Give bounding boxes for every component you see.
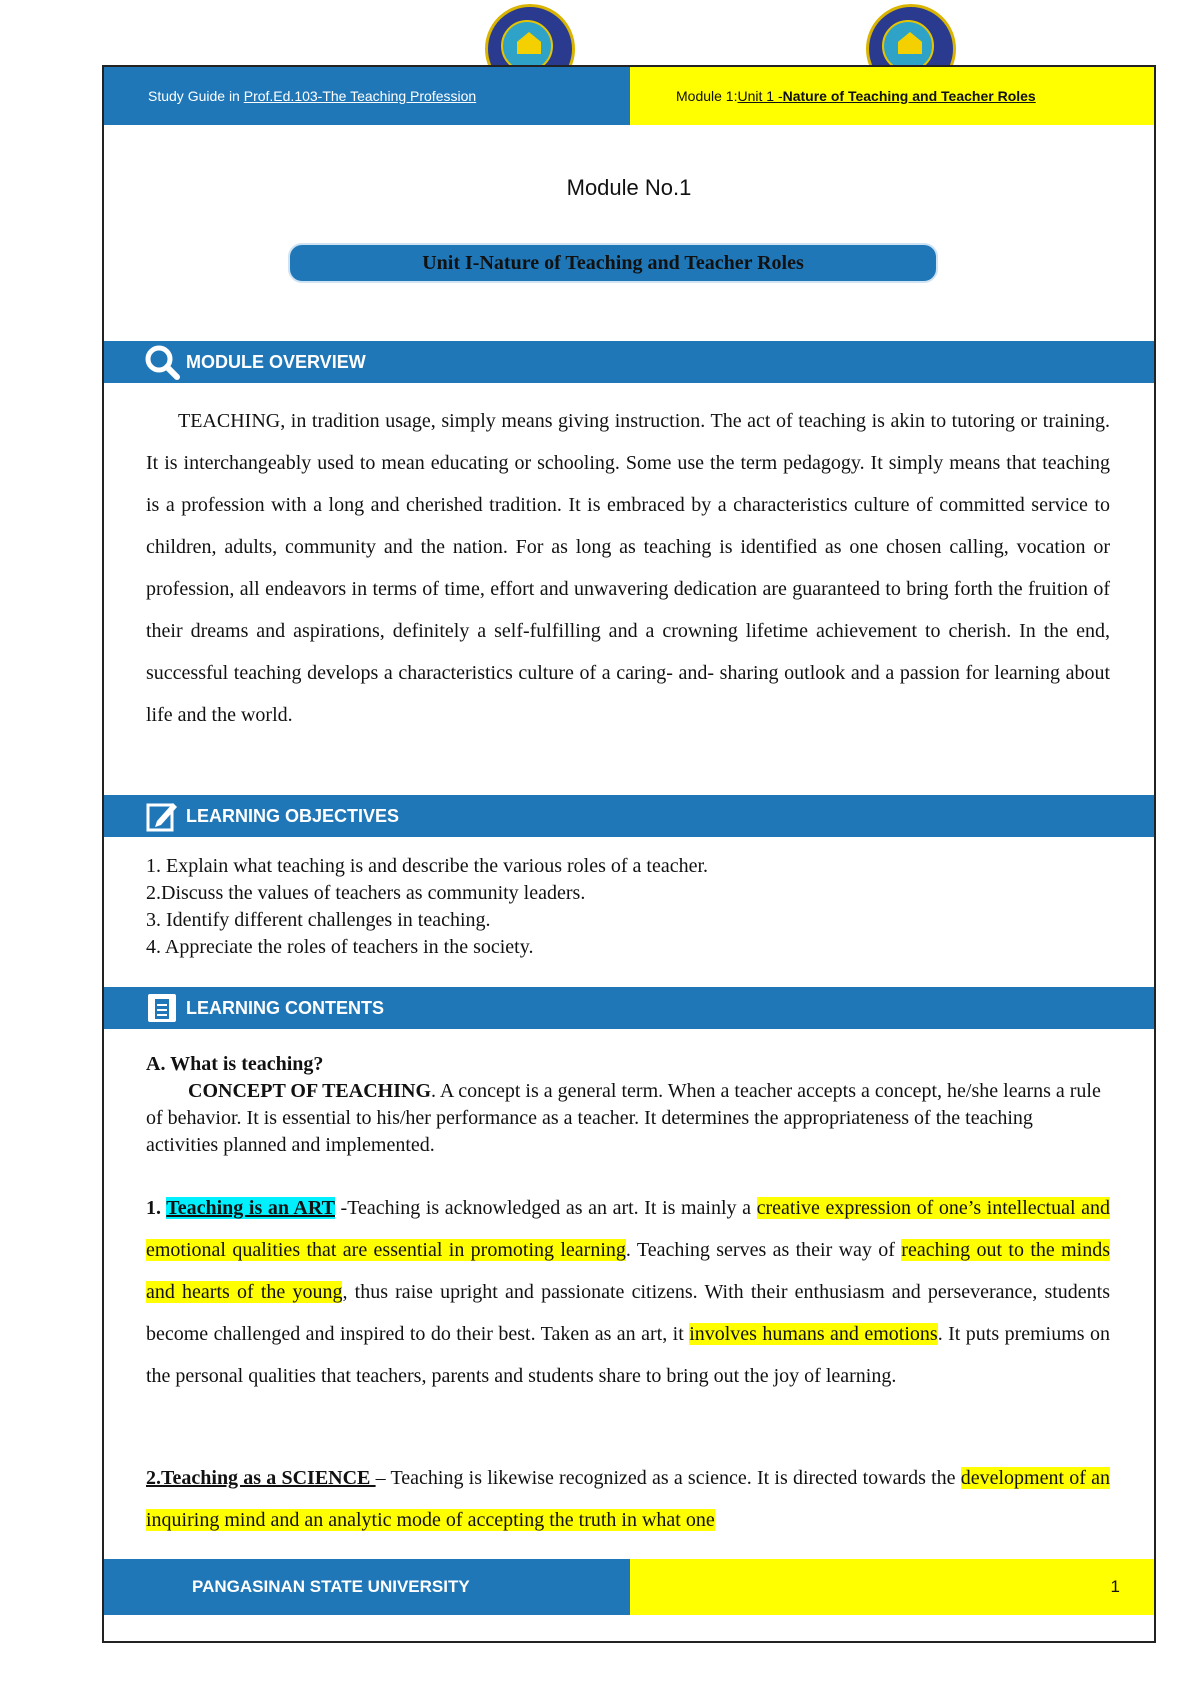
science-highlight: development of an inquiring mind and an analytic mode of accepting the truth in what one [146, 1467, 1111, 1531]
header-unit: Unit 1 - [737, 88, 783, 104]
document-page [102, 65, 1156, 1643]
university-seal-left-icon [485, 4, 575, 66]
module-number: Module No.1 [566, 175, 692, 200]
art-text: . Teaching serves as their way of [625, 1239, 902, 1261]
concept-paragraph [146, 1078, 1110, 1159]
header-course [104, 67, 630, 125]
section-module-overview [104, 341, 1154, 383]
section-title: LEARNING OBJECTIVES [186, 805, 400, 826]
art-highlight: reaching out to the minds and hearts of the young [146, 1239, 1110, 1303]
science-title: 2.Teaching as a SCIENCE [146, 1467, 376, 1489]
concept-label: CONCEPT OF TEACHING [188, 1080, 431, 1102]
section-learning-contents [104, 987, 1154, 1029]
objective-item: 2.Discuss the values of teachers as community leaders. [146, 882, 586, 904]
unit-title: Unit I-Nature of Teaching and Teacher Roles [288, 243, 938, 283]
contents-intro [146, 1051, 1110, 1159]
header-module [630, 67, 1154, 125]
header-course-link[interactable]: Prof.Ed.103-The Teaching Profession [243, 88, 477, 104]
section-title: LEARNING CONTENTS [186, 997, 384, 1018]
art-highlight: involves humans and emotions [689, 1323, 938, 1345]
document-icon [144, 990, 180, 1026]
header-unit-title: Nature of Teaching and Teacher Roles [782, 88, 1036, 104]
overview-text: TEACHING, in tradition usage, simply means giving instruction. The act of teaching is akin to tutoring or training. It is interchangeably used to mean educating or schooling. Some use the term pedagogy. It simply means that teaching is a profession with a long and cherished tradition. It is embraced by a characteristics culture of committed service to children, adults, community and the nation. For as long as teaching is identified as one chosen calling, vocation or profession, all endeavors in terms of time, effort and unwavering dedication are guaranteed to bring forth the fruition of their dreams and aspirations, definitely a self-fulfilling and a crowning lifetime achievement to cherish. In the end, successful teaching develops a characteristics culture of a caring- and- sharing outlook and a passion for learning about life and the world. [146, 410, 1110, 726]
art-text: -Teaching is acknowledged as an art. It is mainly a [334, 1197, 757, 1219]
art-title: Teaching is an ART [166, 1197, 335, 1219]
footer-page-number: 1 [630, 1559, 1154, 1615]
header-module-prefix: Module 1: [676, 88, 738, 104]
concept-text: . A concept is a general term. When a teacher accepts a concept, he/she learns a rule of behavior. It is essential to his/her performance as a teacher. It determines the appropriateness of the teaching activities planned and implemented. [146, 1080, 1101, 1156]
footer-university: PANGASINAN STATE UNIVERSITY [104, 1559, 630, 1615]
art-text: , thus raise upright and passionate citizens. With their enthusiasm and perseverance, students become challenged and inspired to do their best. Taken as an art, it [146, 1281, 1111, 1345]
art-number: 1. [146, 1197, 167, 1219]
university-seal-right-icon [866, 4, 956, 66]
section-learning-objectives [104, 795, 1154, 837]
art-highlight: creative expression of one’s intellectual and emotional qualities that are essential in promoting learning [146, 1197, 1111, 1261]
objectives-list [146, 853, 1110, 961]
objective-item: 4. Appreciate the roles of teachers in the society. [146, 936, 534, 958]
edit-icon [144, 798, 180, 834]
header-prefix: Study Guide in [148, 88, 240, 104]
science-text: – Teaching is likewise recognized as a science. It is directed towards the [375, 1467, 961, 1489]
search-icon [144, 344, 180, 380]
art-text: . It puts premiums on the personal qualities that teachers, parents and students share to bring out the joy of learning. [146, 1323, 1110, 1387]
contents-heading: A. What is teaching? [146, 1053, 324, 1075]
science-paragraph [146, 1457, 1110, 1541]
objective-item: 1. Explain what teaching is and describe the various roles of a teacher. [146, 855, 709, 877]
art-paragraph [146, 1187, 1110, 1397]
objective-item: 3. Identify different challenges in teaching. [146, 909, 491, 931]
section-title: MODULE OVERVIEW [186, 351, 366, 372]
